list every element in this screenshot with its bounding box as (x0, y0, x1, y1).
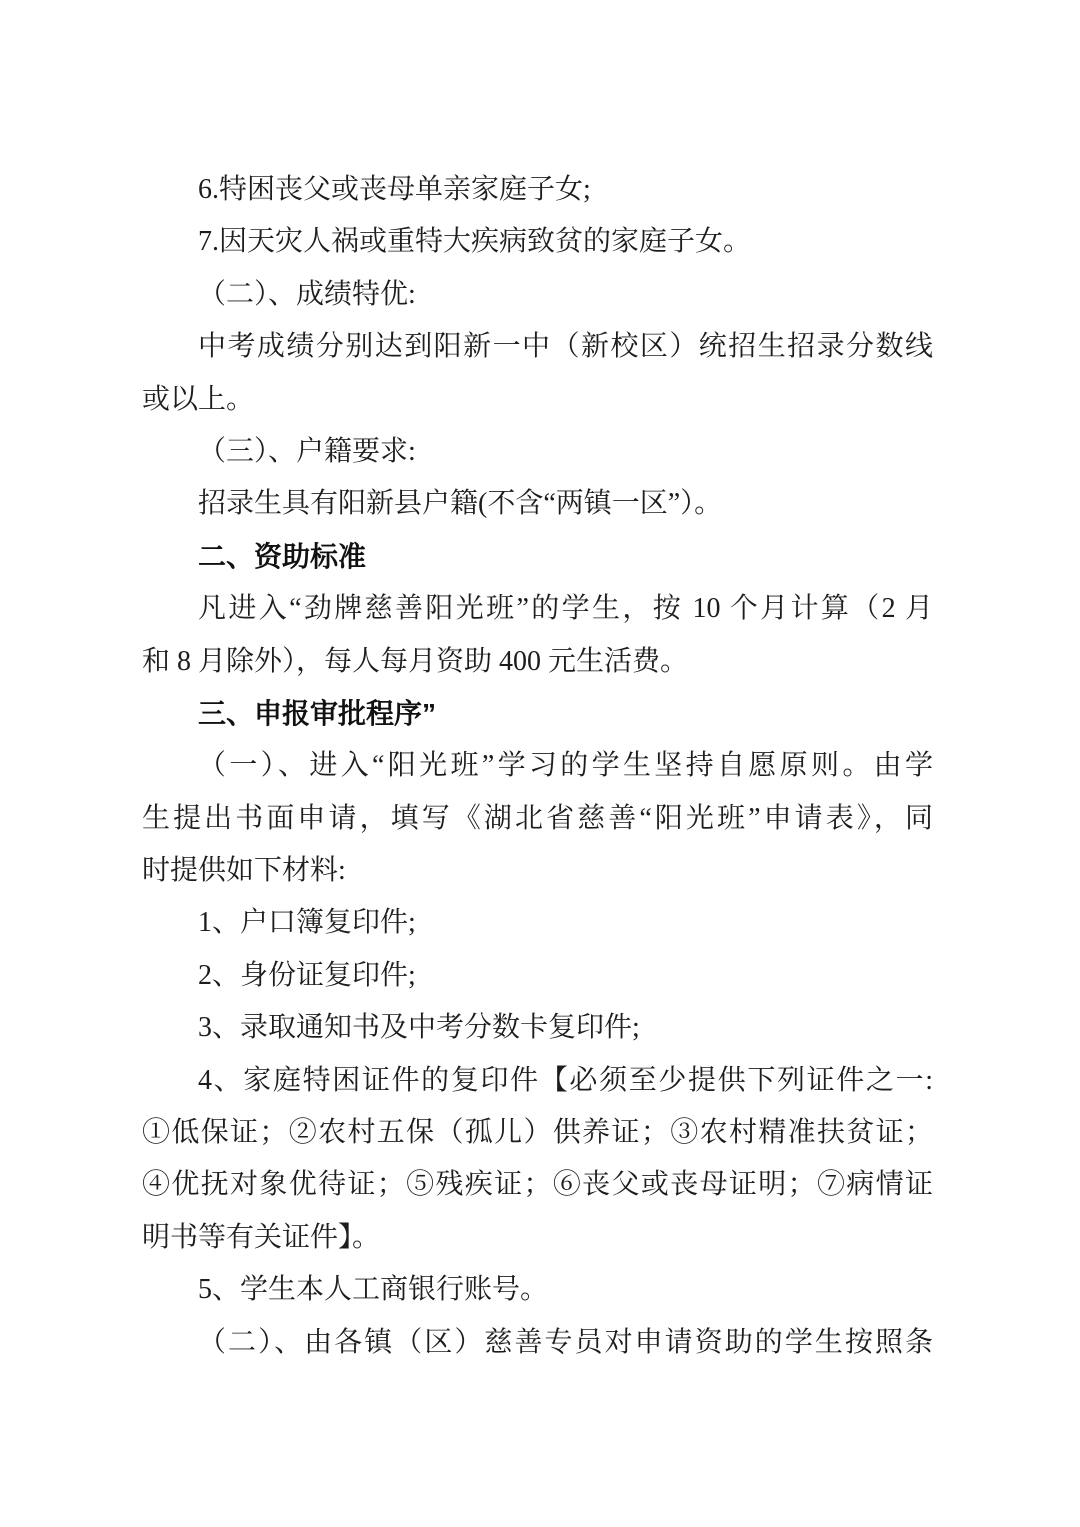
document-body (142, 164, 933, 1369)
text-line: （二）、由各镇（区）慈善专员对申请资助的学生按照条 (198, 1326, 933, 1358)
text-line: （一）、进入“阳光班”学习的学生坚持自愿原则。由学 (198, 750, 933, 782)
text-line: 或以上。 (142, 383, 255, 415)
text-line: 和 8 月除外），每人每月资助 400 元生活费。 (142, 645, 689, 677)
text-line: 时提供如下材料: (142, 855, 346, 887)
text-line: 6.特困丧父或丧母单亲家庭子女; (198, 174, 591, 205)
text-line: 明书等有关证件】。 (142, 1221, 381, 1253)
text-line: 4、家庭特困证件的复印件【必须至少提供下列证件之一: (198, 1064, 933, 1096)
section-heading-line: 二、资助标准 (198, 540, 367, 572)
text-line: （三）、户籍要求: (198, 435, 416, 467)
text-line: ①低保证；②农村五保（孤儿）供养证；③农村精准扶贫证； (142, 1117, 933, 1149)
text-line: 2、身份证复印件; (198, 959, 416, 991)
text-line: 中考成绩分别达到阳新一中（新校区）统招生招录分数线 (198, 331, 933, 363)
text-line: （二）、成绩特优: (198, 278, 416, 310)
text-line: 1、户口簿复印件; (198, 907, 416, 939)
text-line: 5、学生本人工商银行账号。 (198, 1274, 549, 1306)
text-line: 招录生具有阳新县户籍(不含“两镇一区”）。 (198, 488, 723, 520)
text-line: 生提出书面申请，填写《湖北省慈善“阳光班”申请表》，同 (142, 802, 933, 834)
text-line: 7.因天灾人祸或重特大疾病致贫的家庭子女。 (198, 226, 752, 258)
text-line: ④优抚对象优待证；⑤残疾证；⑥丧父或丧母证明；⑦病情证 (142, 1169, 933, 1201)
text-line: 凡进入“劲牌慈善阳光班”的学生，按 10 个月计算（2 月 (198, 593, 933, 625)
text-line: 3、录取通知书及中考分数卡复印件; (198, 1012, 640, 1044)
section-heading-line: 三、申报审批程序” (198, 697, 437, 729)
